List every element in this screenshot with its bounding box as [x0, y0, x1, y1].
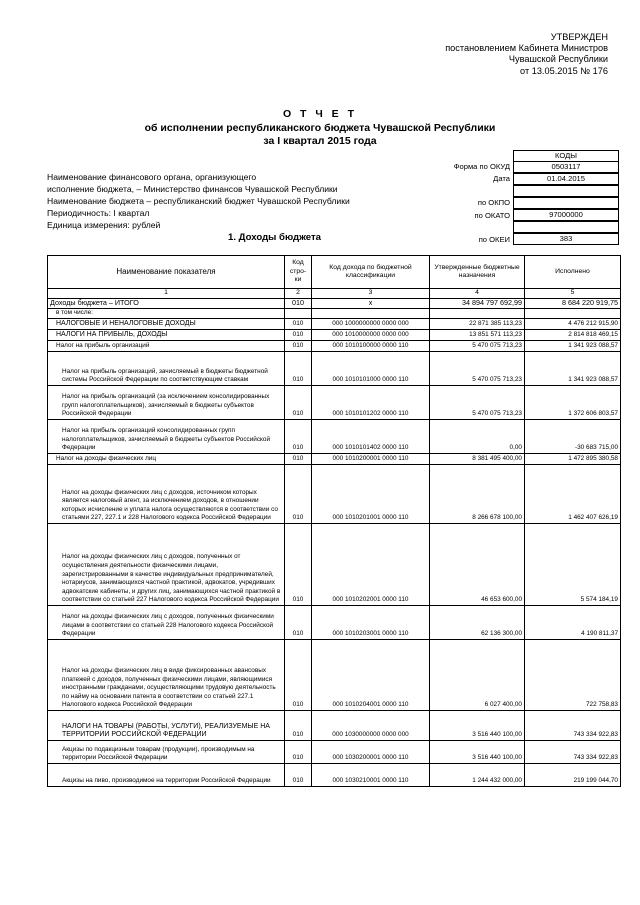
- unit-of-measure: Единица измерения: рублей: [47, 220, 161, 230]
- row-planned: 5 470 075 713,23: [430, 341, 525, 352]
- row-planned: 8 266 678 100,00: [430, 465, 525, 524]
- row-line: 010: [285, 454, 312, 465]
- finance-org-label: Наименование финансового органа, организующего: [47, 172, 257, 182]
- okato-value: 97000000: [513, 209, 619, 221]
- row-executed: 1 472 895 380,58: [525, 454, 621, 465]
- row-code: 000 1010000000 0000 000: [312, 330, 430, 341]
- row-name: Налог на доходы физических лиц в виде фиксированных авансовых платежей с доходов, полученных физическими лицами, являющимися иностранными гражданами, осуществляющими трудовую деятельность по найму на основании патента в соответствии со статьей 227.1 Налогового кодекса Российской Федерации: [48, 640, 285, 711]
- row-planned: [430, 309, 525, 319]
- table-row: [48, 299, 621, 309]
- row-planned: 46 653 600,00: [430, 524, 525, 606]
- codes-header: КОДЫ: [513, 150, 619, 161]
- row-executed: 1 341 923 088,57: [525, 352, 621, 386]
- okud-value: 0503117: [513, 161, 619, 173]
- row-code: 000 1010101000 0000 110: [312, 352, 430, 386]
- row-planned: 3 516 440 100,00: [430, 711, 525, 741]
- table-row: [48, 341, 621, 352]
- header-name: Наименование показателя: [48, 256, 285, 289]
- row-code: x: [312, 299, 430, 309]
- row-line: 010: [285, 386, 312, 420]
- row-planned: 5 470 075 713,23: [430, 352, 525, 386]
- row-planned: 0,00: [430, 420, 525, 454]
- codes-empty-row: [513, 185, 619, 197]
- section-title: 1. Доходы бюджета: [228, 232, 322, 243]
- row-line: [285, 309, 312, 319]
- colnum: 3: [312, 289, 430, 299]
- okato-label: по ОКАТО: [474, 211, 510, 220]
- table-row: [48, 352, 621, 386]
- table-row: [48, 420, 621, 454]
- row-code: 000 1010101402 0000 110: [312, 420, 430, 454]
- row-name: Доходы бюджета – ИТОГО: [48, 299, 285, 309]
- approval-title: УТВЕРЖДЕН: [550, 32, 608, 42]
- row-planned: 8 381 495 400,00: [430, 454, 525, 465]
- row-line: 010: [285, 341, 312, 352]
- row-planned: 62 136 300,00: [430, 606, 525, 640]
- row-executed: 5 574 184,19: [525, 524, 621, 606]
- row-name: Налог на доходы физических лиц с доходов, полученных физическими лицами в соответствии со статьей 228 Налогового кодекса Российской Федерации: [48, 606, 285, 640]
- row-planned: 34 894 797 692,99: [430, 299, 525, 309]
- row-line: 010: [285, 420, 312, 454]
- row-executed: -30 683 715,00: [525, 420, 621, 454]
- row-line: 010: [285, 764, 312, 787]
- approval-line-4: от 13.05.2015 № 176: [520, 65, 608, 76]
- row-planned: 5 470 075 713,23: [430, 386, 525, 420]
- row-executed: 743 334 922,83: [525, 741, 621, 764]
- row-executed: 2 814 818 469,15: [525, 330, 621, 341]
- row-line: 010: [285, 711, 312, 741]
- budget-name: Наименование бюджета – республиканский бюджет Чувашской Республики: [47, 196, 350, 206]
- periodicity: Периодичность: I квартал: [47, 208, 150, 218]
- date-value: 01.04.2015: [513, 173, 619, 185]
- row-planned: 6 027 400,00: [430, 640, 525, 711]
- table-row: [48, 319, 621, 330]
- table-row: [48, 764, 621, 787]
- row-executed: 4 190 811,37: [525, 606, 621, 640]
- row-code: 000 1010100000 0000 110: [312, 341, 430, 352]
- row-line: 010: [285, 524, 312, 606]
- table-row: [48, 606, 621, 640]
- row-line: 010: [285, 640, 312, 711]
- table-row: [48, 711, 621, 741]
- row-name: Акцизы на пиво, производимое на территории Российской Федерации: [48, 764, 285, 787]
- header-planned: Утвержденные бюджетные назначения: [430, 256, 525, 289]
- row-executed: 8 684 220 919,75: [525, 299, 621, 309]
- row-executed: 1 341 923 088,57: [525, 341, 621, 352]
- header-line-code: Код стро-ки: [285, 256, 312, 289]
- approval-line-2: постановлением Кабинета Министров: [445, 43, 608, 54]
- table-row: [48, 386, 621, 420]
- date-label: Дата: [493, 174, 510, 183]
- header-income-code: Код дохода по бюджетной классификации: [312, 256, 430, 289]
- row-code: [312, 309, 430, 319]
- row-line: 010: [285, 319, 312, 330]
- row-executed: 1 372 606 803,57: [525, 386, 621, 420]
- table-header-row: [48, 256, 621, 289]
- colnum: 2: [285, 289, 312, 299]
- row-name: в том числе:: [48, 309, 285, 319]
- row-name: Налог на доходы физических лиц: [48, 454, 285, 465]
- row-executed: 743 334 922,83: [525, 711, 621, 741]
- finance-org-name: исполнение бюджета, – Министерство финансов Чувашской Республики: [47, 184, 338, 194]
- row-line: 010: [285, 352, 312, 386]
- row-name: НАЛОГОВЫЕ И НЕНАЛОГОВЫЕ ДОХОДЫ: [48, 319, 285, 330]
- row-executed: 219 199 044,70: [525, 764, 621, 787]
- colnum: 1: [48, 289, 285, 299]
- row-name: Налог на доходы физических лиц с доходов, полученных от осуществления деятельности физическими лицами, зарегистрированными в качестве индивидуальных предпринимателей, нотариусов, занимающихся частной практикой, адвокатов, учредивших адвокатские кабинеты, и других лиц, занимающихся частной практикой в соответствии со статьей 227 Налогового кодекса Российской Федерации: [48, 524, 285, 606]
- codes-empty-row-2: [513, 221, 619, 233]
- row-line: 010: [285, 299, 312, 309]
- approval-stamp: [445, 32, 608, 77]
- colnum: 5: [525, 289, 621, 299]
- row-line: 010: [285, 606, 312, 640]
- row-code: 000 1010202001 0000 110: [312, 524, 430, 606]
- row-planned: 3 516 440 100,00: [430, 741, 525, 764]
- row-executed: [525, 309, 621, 319]
- row-code: 000 1030210001 0000 110: [312, 764, 430, 787]
- row-line: 010: [285, 465, 312, 524]
- colnum: 4: [430, 289, 525, 299]
- row-name: НАЛОГИ НА ПРИБЫЛЬ, ДОХОДЫ: [48, 330, 285, 341]
- row-name: Налог на прибыль организаций (за исключением консолидированных групп налогоплательщиков), зачисляемый в бюджеты субъектов Российской Федерации: [48, 386, 285, 420]
- row-line: 010: [285, 741, 312, 764]
- row-code: 000 1010201001 0000 110: [312, 465, 430, 524]
- header-executed: Исполнено: [525, 256, 621, 289]
- row-planned: 22 871 385 113,23: [430, 319, 525, 330]
- okpo-label: по ОКПО: [477, 198, 510, 207]
- row-code: 000 1010200001 0000 110: [312, 454, 430, 465]
- table-row: [48, 330, 621, 341]
- row-code: 000 1030200001 0000 110: [312, 741, 430, 764]
- row-line: 010: [285, 330, 312, 341]
- row-name: Налог на прибыль организаций, зачисляемый в бюджеты бюджетной системы Российской Федерации по соответствующим ставкам: [48, 352, 285, 386]
- table-row: [48, 465, 621, 524]
- okei-value: 383: [513, 233, 619, 245]
- row-code: 000 1010204001 0000 110: [312, 640, 430, 711]
- row-code: 000 1030000000 0000 000: [312, 711, 430, 741]
- row-executed: 722 758,83: [525, 640, 621, 711]
- table-row: [48, 640, 621, 711]
- row-name: Налог на прибыль организаций: [48, 341, 285, 352]
- row-executed: 4 476 212 915,90: [525, 319, 621, 330]
- report-period: за I квартал 2015 года: [263, 135, 377, 147]
- okpo-value: [513, 197, 619, 209]
- revenue-table: [47, 255, 621, 787]
- row-name: Налог на доходы физических лиц с доходов, источником которых является налоговый агент, за исключением доходов, в отношении которых исчисление и уплата налога осуществляются в соответствии со статьями 227, 227.1 и 228 Налогового кодекса Российской Федерации: [48, 465, 285, 524]
- row-planned: 13 851 571 113,23: [430, 330, 525, 341]
- row-executed: 1 462 407 626,19: [525, 465, 621, 524]
- table-row: [48, 524, 621, 606]
- report-subtitle: об исполнении республиканского бюджета Чувашской Республики: [144, 122, 496, 134]
- row-code: 000 1000000000 0000 000: [312, 319, 430, 330]
- row-name: НАЛОГИ НА ТОВАРЫ (РАБОТЫ, УСЛУГИ), РЕАЛИЗУЕМЫЕ НА ТЕРРИТОРИИ РОССИЙСКОЙ ФЕДЕРАЦИИ: [48, 711, 285, 741]
- column-number-row: [48, 289, 621, 299]
- okud-label: Форма по ОКУД: [453, 162, 510, 171]
- table-row: [48, 454, 621, 465]
- row-planned: 1 244 432 000,00: [430, 764, 525, 787]
- report-title: О Т Ч Е Т: [282, 108, 358, 120]
- approval-line-3: Чувашской Республики: [508, 54, 608, 65]
- table-row: [48, 741, 621, 764]
- row-code: 000 1010203001 0000 110: [312, 606, 430, 640]
- row-code: 000 1010101202 0000 110: [312, 386, 430, 420]
- table-row: [48, 309, 621, 319]
- row-name: Акцизы по подакцизным товарам (продукции), производимым на территории Российской Федерации: [48, 741, 285, 764]
- okei-label: по ОКЕИ: [478, 235, 510, 244]
- row-name: Налог на прибыль организаций консолидированных групп налогоплательщиков, зачисляемый в бюджеты субъектов Российской Федерации: [48, 420, 285, 454]
